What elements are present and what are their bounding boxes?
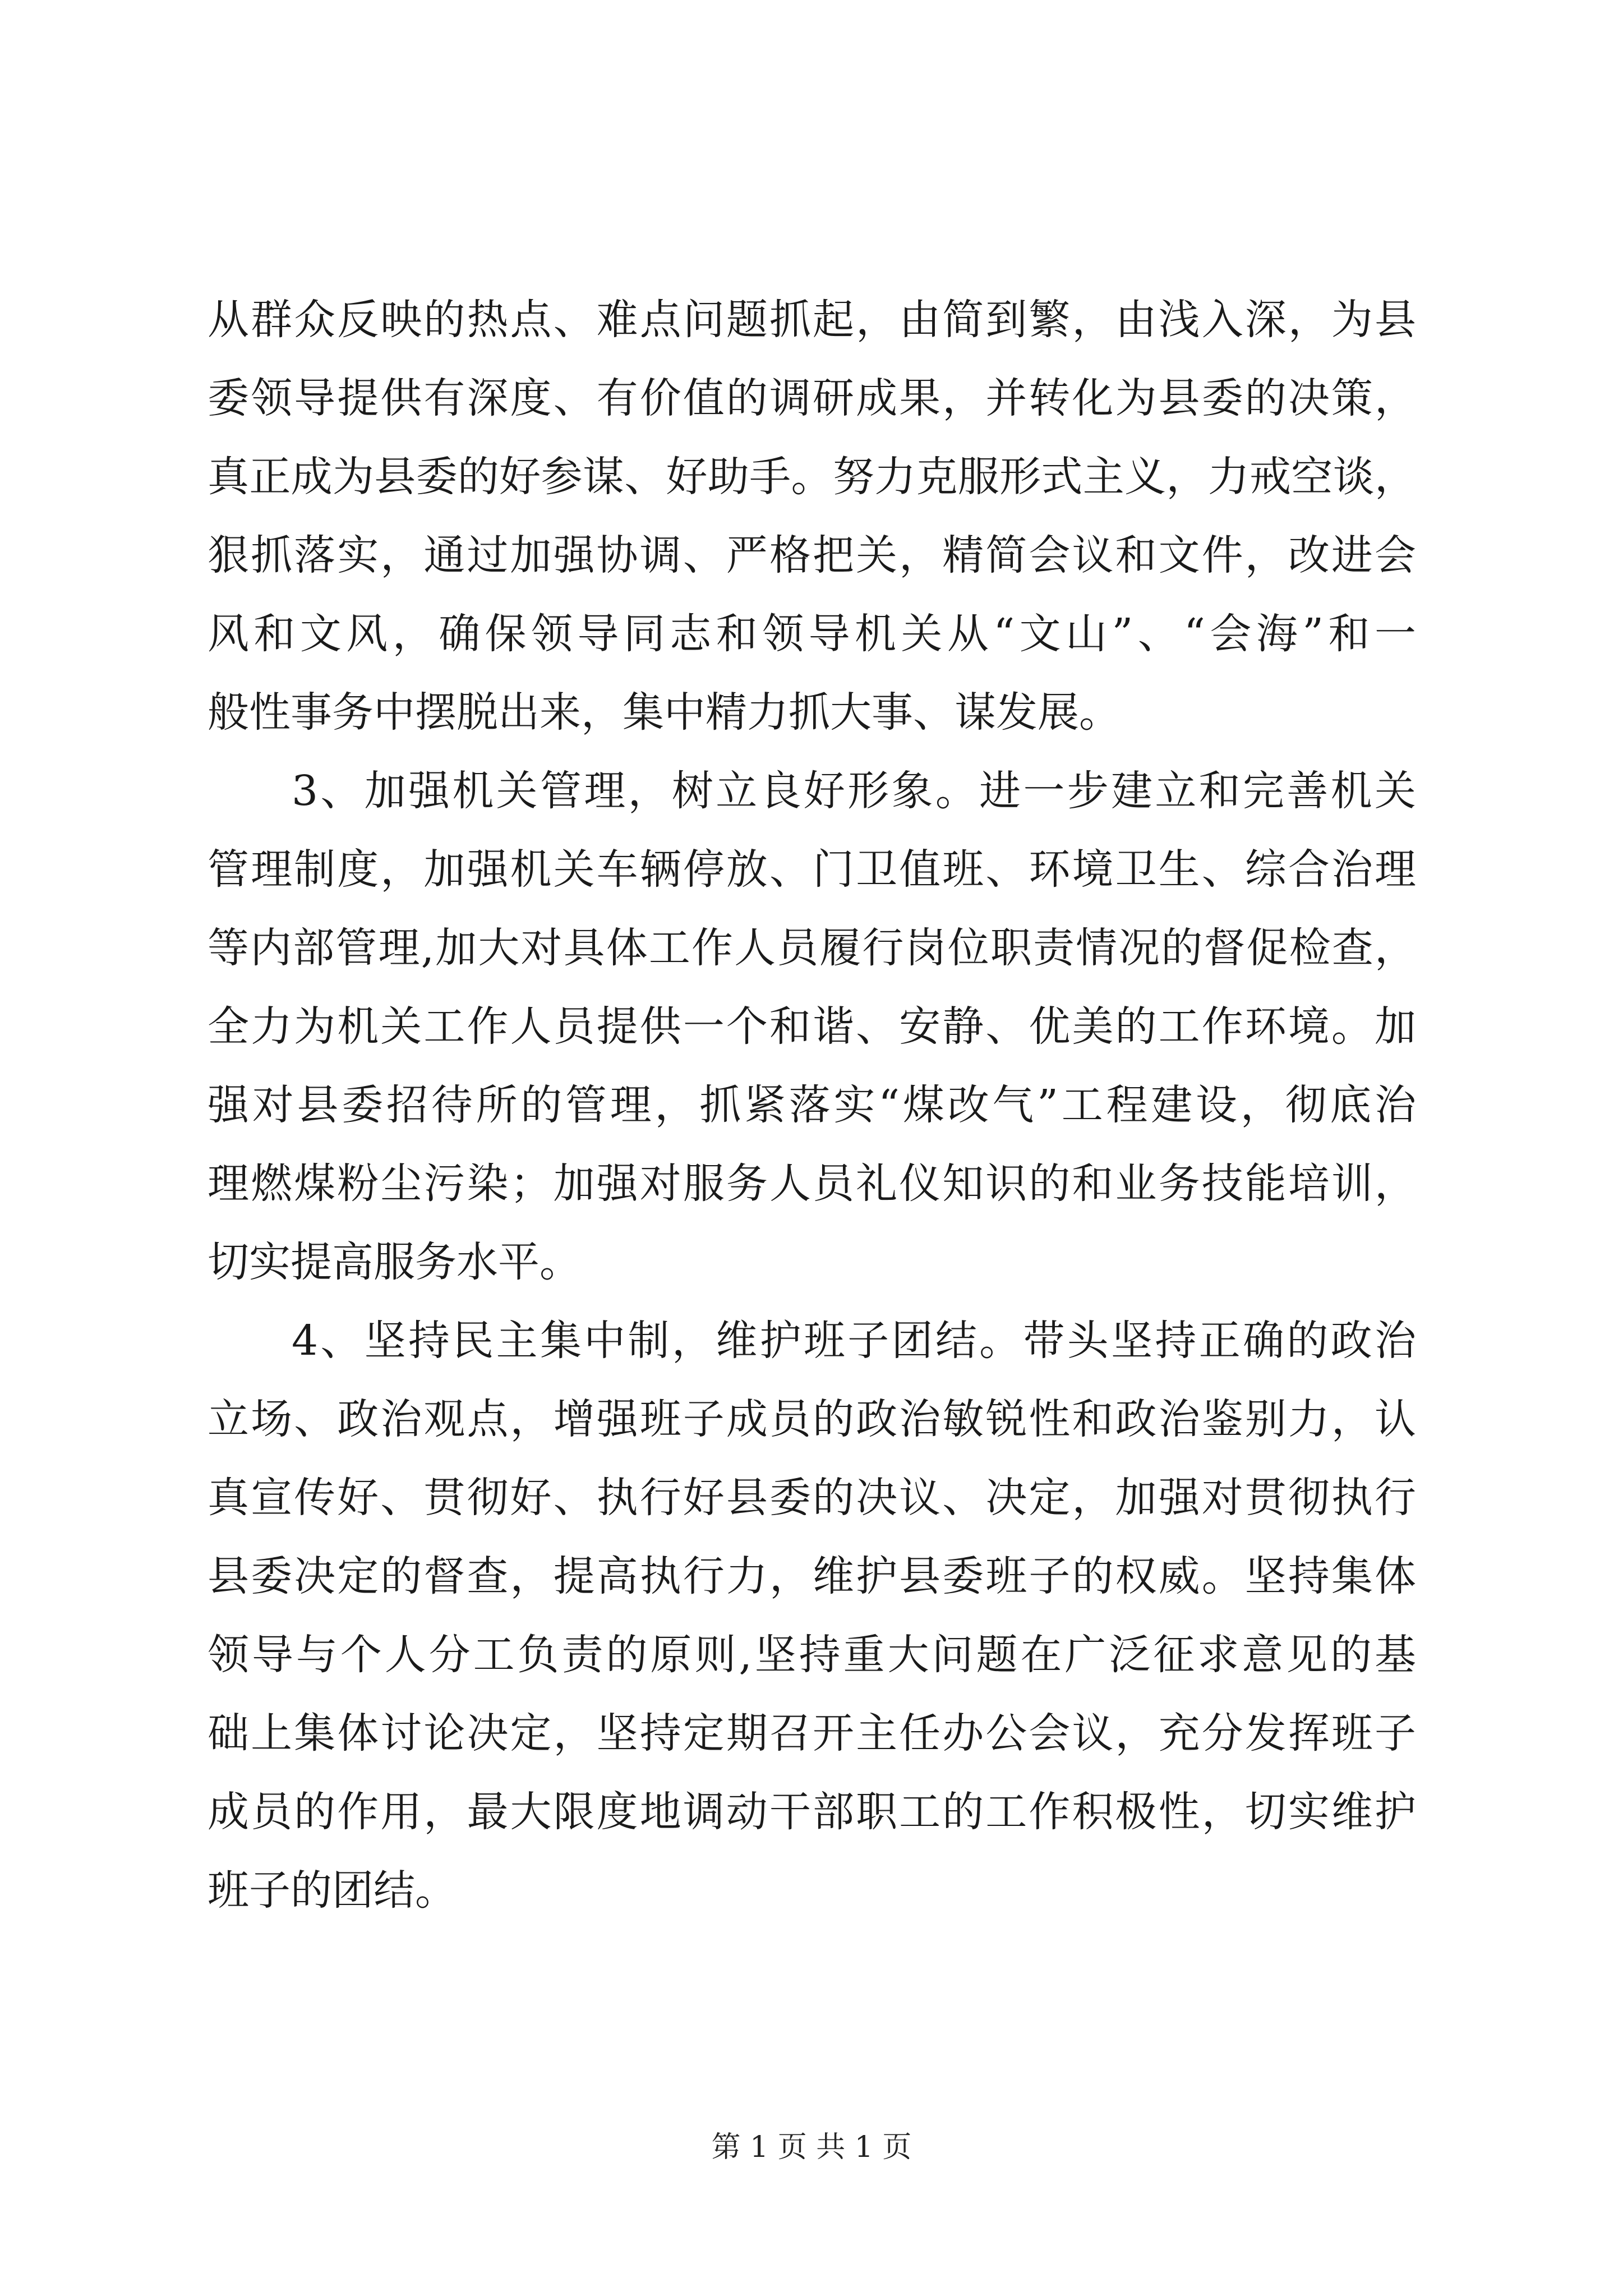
text-line: 真宣传好、贯彻好、执行好县委的决议、决定，加强对贯彻执行 bbox=[208, 1474, 1416, 1522]
paragraph bbox=[208, 752, 1416, 1301]
document-body bbox=[208, 280, 1416, 1930]
text-line: 强对县委招待所的管理，抓紧落实“煤改气”工程建设，彻底治 bbox=[208, 1081, 1416, 1129]
text-line: 风和文风，确保领导同志和领导机关从“文山”、“会海”和一 bbox=[208, 610, 1416, 658]
text-line: 班子的团结。 bbox=[208, 1866, 457, 1915]
text-line: 立场、政治观点，增强班子成员的政治敏锐性和政治鉴别力，认 bbox=[208, 1395, 1416, 1443]
text-line: 理燃煤粉尘污染；加强对服务人员礼仪知识的和业务技能培训， bbox=[208, 1159, 1416, 1208]
text-line: 管理制度，加强机关车辆停放、门卫值班、环境卫生、综合治理 bbox=[208, 845, 1416, 894]
text-line: 全力为机关工作人员提供一个和谐、安静、优美的工作环境。加 bbox=[208, 1002, 1416, 1051]
text-line: 领导与个人分工负责的原则,坚持重大问题在广泛征求意见的基 bbox=[208, 1631, 1416, 1679]
paragraph bbox=[208, 1301, 1416, 1930]
text-line: 3、加强机关管理，树立良好形象。进一步建立和完善机关 bbox=[292, 767, 1416, 815]
text-line: 从群众反映的热点、难点问题抓起，由简到繁，由浅入深，为县 bbox=[208, 296, 1416, 344]
paragraph bbox=[208, 280, 1416, 752]
text-line: 础上集体讨论决定，坚持定期召开主任办公会议，充分发挥班子 bbox=[208, 1709, 1416, 1757]
text-line: 狠抓落实，通过加强协调、严格把关，精简会议和文件，改进会 bbox=[208, 531, 1416, 579]
text-line: 般性事务中摆脱出来，集中精力抓大事、谋发展。 bbox=[208, 688, 1121, 737]
text-line: 委领导提供有深度、有价值的调研成果，并转化为县委的决策， bbox=[208, 374, 1416, 422]
page-number-footer: 第 1 页 共 1 页 bbox=[711, 2131, 912, 2164]
text-line: 4、坚持民主集中制，维护班子团结。带头坚持正确的政治 bbox=[292, 1317, 1416, 1365]
text-line: 成员的作用，最大限度地调动干部职工的工作积极性，切实维护 bbox=[208, 1788, 1416, 1836]
text-line: 等内部管理,加大对具体工作人员履行岗位职责情况的督促检查， bbox=[208, 924, 1416, 972]
text-line: 真正成为县委的好参谋、好助手。努力克服形式主义，力戒空谈， bbox=[208, 453, 1416, 501]
text-line: 切实提高服务水平。 bbox=[208, 1238, 581, 1286]
text-line: 县委决定的督查，提高执行力，维护县委班子的权威。坚持集体 bbox=[208, 1552, 1416, 1600]
